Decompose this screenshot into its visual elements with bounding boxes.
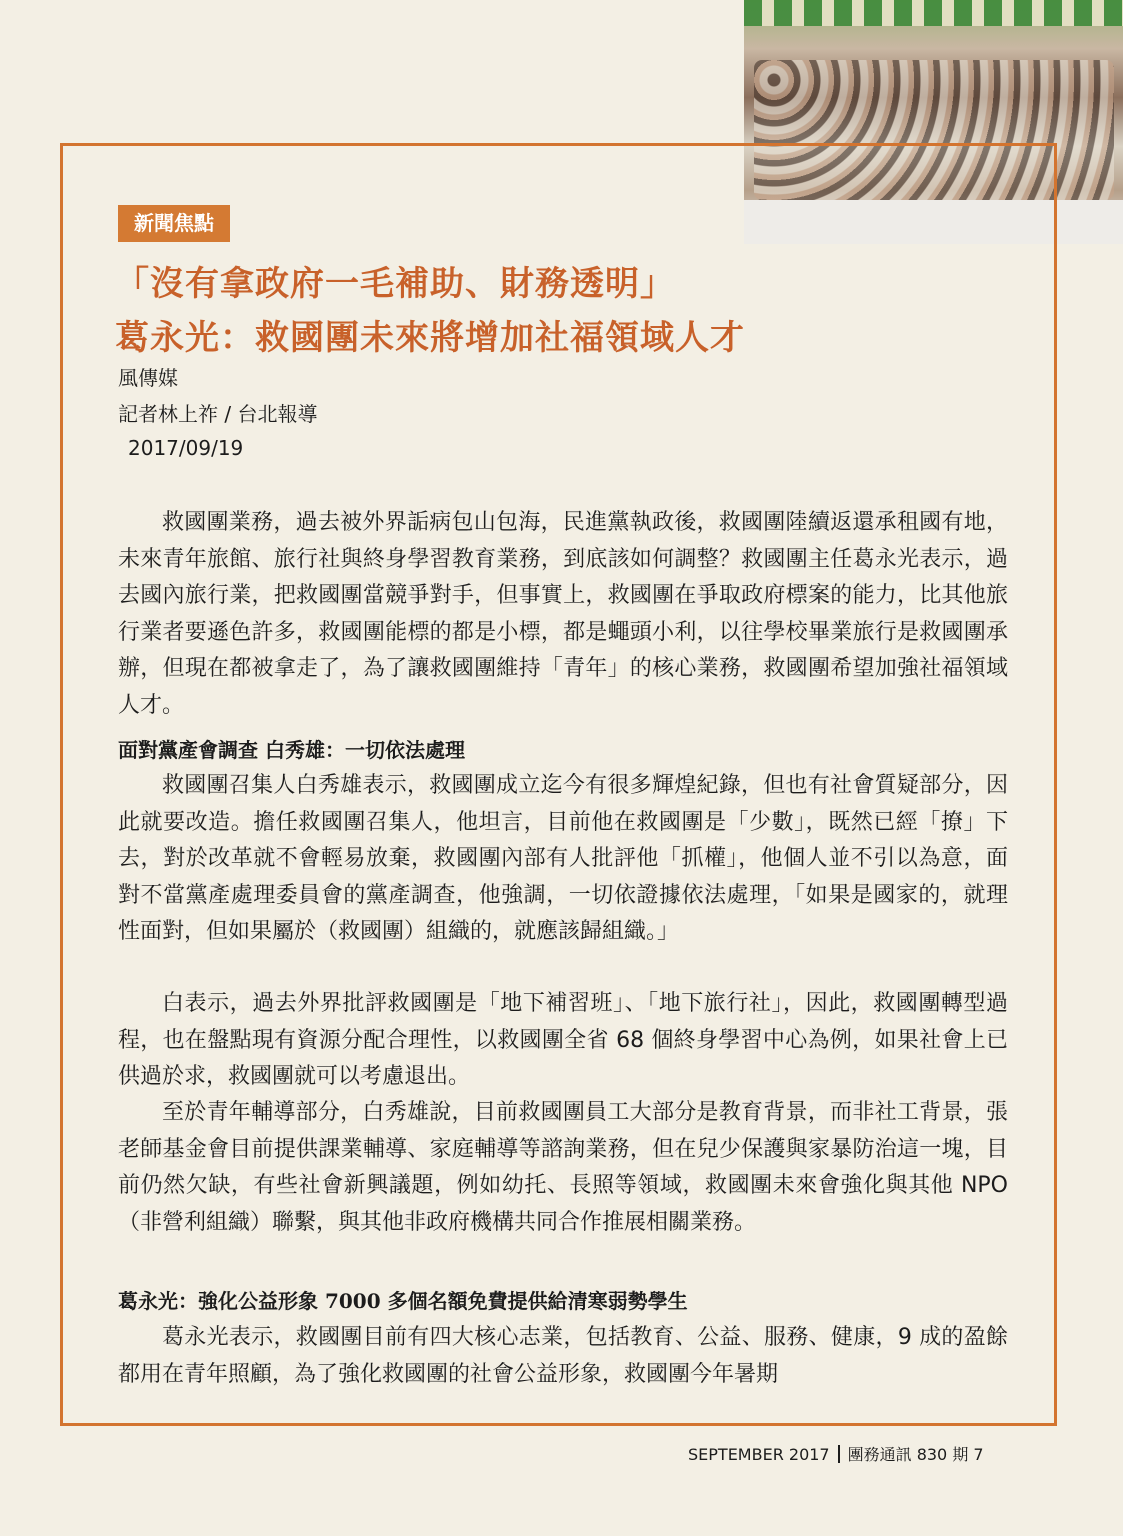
publish-date: 2017/09/19 [128,436,244,460]
photo-banner [744,0,1123,26]
page-footer [688,1442,984,1465]
headline-line-1: 「沒有拿政府一毛補助、財務透明」 [115,264,675,304]
source-name: 風傳媒 [118,366,178,390]
body-paragraph-1: 救國團業務，過去被外界詬病包山包海，民進黨執政後，救國團陸續返還承租國有地，未來青年旅館、旅行社與終身學習教育業務，到底該如何調整？救國團主任葛永光表示，過去國內旅行業，把救國團當競爭對手，但事實上，救國團在爭取政府標案的能力，比其他旅行業者要遜色許多，救國團能標的都是小標，都是蠅頭小利，以往學校畢業旅行是救國團承辦，但現在都被拿走了，為了讓救國團維持「青年」的核心業務，救國團希望加強社福領域人才。 [118,510,1008,718]
body-paragraph-2: 救國團召集人白秀雄表示，救國團成立迄今有很多輝煌紀錄，但也有社會質疑部分，因此就要改造。擔任救國團召集人，他坦言，目前他在救國團是「少數」，既然已經「撩」下去，對於改革就不會輕易放棄，救國團內部有人批評他「抓權」，他個人並不引以為意，面對不當黨產處理委員會的黨產調查，他強調，一切依證據依法處理，「如果是國家的，就理性面對，但如果屬於（救國團）組織的，就應該歸組織。」 [118,773,1008,944]
headline-line-2: 葛永光：救國團未來將增加社福領域人才 [115,318,745,358]
footer-month-year: SEPTEMBER 2017 [688,1445,830,1464]
footer-publication: 團務通訊 830 期 7 [847,1445,984,1464]
subheading-2: 葛永光：強化公益形象 7000 多個名額免費提供給清寒弱勢學生 [118,1289,688,1313]
subheading-1: 面對黨產會調查 白秀雄：一切依法處理 [118,738,465,762]
body-paragraph-3: 白表示，過去外界批評救國團是「地下補習班」、「地下旅行社」，因此，救國團轉型過程，也在盤點現有資源分配合理性，以救國團全省 68 個終身學習中心為例，如果社會上已供過於求，救國團就可以考慮退出。 [118,991,1008,1089]
body-paragraph-4: 至於青年輔導部分，白秀雄說，目前救國團員工大部分是教育背景，而非社工背景，張老師基金會目前提供課業輔導、家庭輔導等諮詢業務，但在兒少保護與家暴防治這一塊，目前仍然欠缺，有些社會新興議題，例如幼托、長照等領域，救國團未來會強化與其他 NPO（非營利組織）聯繫，與其他非政府機構共同合作推展相關業務。 [118,1100,1008,1235]
footer-divider [838,1445,840,1463]
body-paragraph-5: 葛永光表示，救國團目前有四大核心志業，包括教育、公益、服務、健康，9 成的盈餘都用在青年照顧，為了強化救國團的社會公益形象，救國團今年暑期 [118,1325,1008,1387]
section-badge: 新聞焦點 [118,205,230,242]
reporter-byline: 記者林上祚 / 台北報導 [118,402,318,426]
